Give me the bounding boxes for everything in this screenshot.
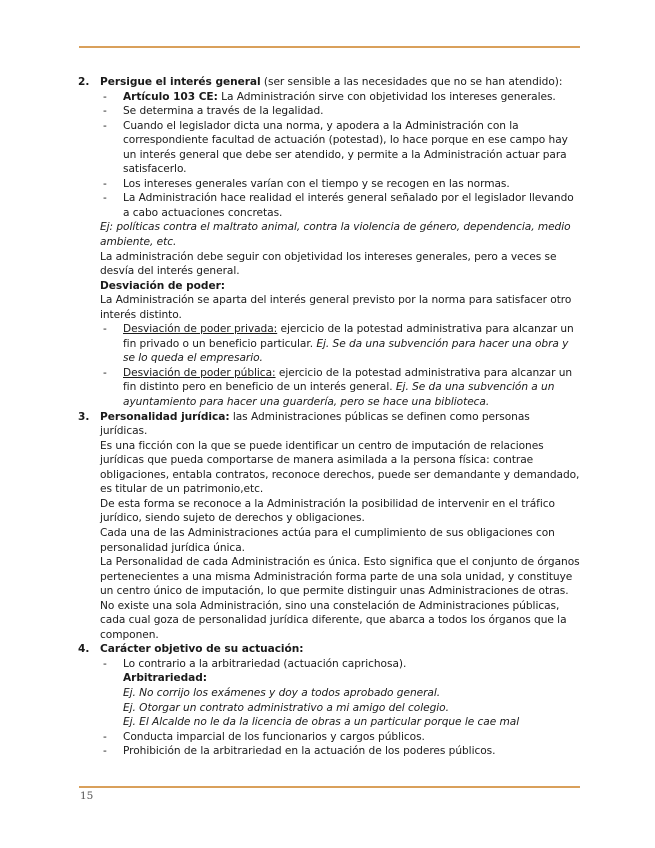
subheading-arbitrariedad [78, 671, 580, 686]
list-item [78, 90, 580, 105]
example-text: Ej. Otorgar un contrato administrativo a mi amigo del colegio. [123, 701, 449, 714]
example-text: Ej. Se da una subvención a un ayuntamiento para hacer una guardería, pero se hace una biblioteca. [123, 381, 555, 409]
term-label: Desviación de poder privada: [123, 323, 278, 336]
section-3-title-rest: las Administraciones públicas se definen como personas jurídicas. [100, 410, 530, 438]
section-4-title: Carácter objetivo de su actuación: [100, 643, 304, 656]
subheading-desviacion [78, 279, 580, 294]
list-item: - Lo contrario a la arbitrariedad (actuación caprichosa). [78, 657, 580, 672]
term-label: Desviación de poder pública: [123, 366, 276, 379]
list-item-text: ejercicio de la potestad administrativa para alcanzar un fin distinto pero en beneficio de un interés general. [123, 366, 573, 394]
subheading-text: Arbitrariedad: [123, 672, 207, 685]
example-text: Ej: políticas contra el maltrato animal, contra la violencia de género, dependencia, medio ambiente, etc. [100, 221, 571, 249]
section-2-number: 2. [78, 76, 90, 88]
list-item [78, 366, 580, 410]
list-item-text: La Administración sirve con objetividad los intereses generales. [217, 90, 556, 103]
list-item: - La Administración hace realidad el interés general señalado por el legislador llevando a cabo actuaciones concretas. [78, 191, 580, 220]
list-item: - Los intereses generales varían con el tiempo y se recogen en las normas. [78, 177, 580, 192]
section-2-title-rest: (ser sensible a las necesidades que no se han atendido): [260, 76, 563, 88]
footer-rule [79, 786, 580, 788]
section-3-title: Personalidad jurídica: [100, 410, 230, 423]
section-4-number: 4. [78, 643, 90, 656]
paragraph: La Administración se aparta del interés general previsto por la norma para satisfacer otro interés distinto. [100, 294, 572, 321]
subheading-text: Desviación de poder: [100, 279, 225, 292]
list-item-text: ejercicio de la potestad administrativa para alcanzar un fin privado o un beneficio particular. [123, 323, 574, 350]
paragraph: No existe una sola Administración, sino una constelación de Administraciones públicas, cada cual goza de personalidad jurídica diferente, que abarca a todos los órganos que la componen. [100, 599, 567, 641]
document-body [78, 75, 580, 759]
article-label: Artículo 103 CE: [123, 90, 218, 103]
page-number: 15 [80, 790, 94, 802]
section-3-number: 3. [78, 410, 90, 423]
paragraph: De esta forma se reconoce a la Administración la posibilidad de intervenir en el tráfico jurídico, siendo sujeto de derechos y obligaciones. [100, 497, 555, 525]
list-item: - Prohibición de la arbitrariedad en la actuación de los poderes públicos. [78, 744, 580, 759]
list-item: - Conducta imparcial de los funcionarios y cargos públicos. [78, 730, 580, 745]
section-2-title: Persigue el interés general [100, 76, 261, 88]
list-item: - Cuando el legislador dicta una norma, y apodera a la Administración con la correspondiente facultad de actuación (potestad), lo hace porque en ese campo hay un interés general que debe ser atendido, y permite a la Administración actuar para satisfacerlo. [78, 119, 580, 177]
section-2-heading [78, 75, 580, 90]
paragraph: La administración debe seguir con objetividad los intereses generales, pero a veces se desvía del interés general. [100, 250, 557, 278]
paragraph: Es una ficción con la que se puede identificar un centro de imputación de relaciones jurídicas que pueda comportarse de manera asimilada a la persona física: contrae obligaciones, entabla contratos, reconoce derechos, puede ser demandante y demandado, es titular de un patrimonio,etc. [100, 439, 580, 496]
example-text: Ej. No corrijo los exámenes y doy a todos aprobado general. [123, 686, 441, 699]
paragraph: La Personalidad de cada Administración es única. Esto significa que el conjunto de órganos pertenecientes a una misma Administración forma parte de una sola unidad, y constituye un centro único de imputación, lo que permite distinguir unas Administraciones de otras. [100, 556, 580, 598]
section-3-heading [78, 410, 580, 439]
list-item: - Se determina a través de la legalidad. [78, 104, 580, 119]
paragraph: Cada una de las Administraciones actúa para el cumplimiento de sus obligaciones con personalidad jurídica única. [100, 526, 555, 554]
example-text: Ej. El Alcalde no le da la licencia de obras a un particular porque le cae mal [123, 716, 520, 729]
example-text: Ej. Se da una subvención para hacer una obra y se lo queda el empresario. [123, 337, 569, 365]
list-item [78, 322, 580, 366]
header-rule [79, 46, 580, 48]
section-4-heading [78, 642, 580, 657]
